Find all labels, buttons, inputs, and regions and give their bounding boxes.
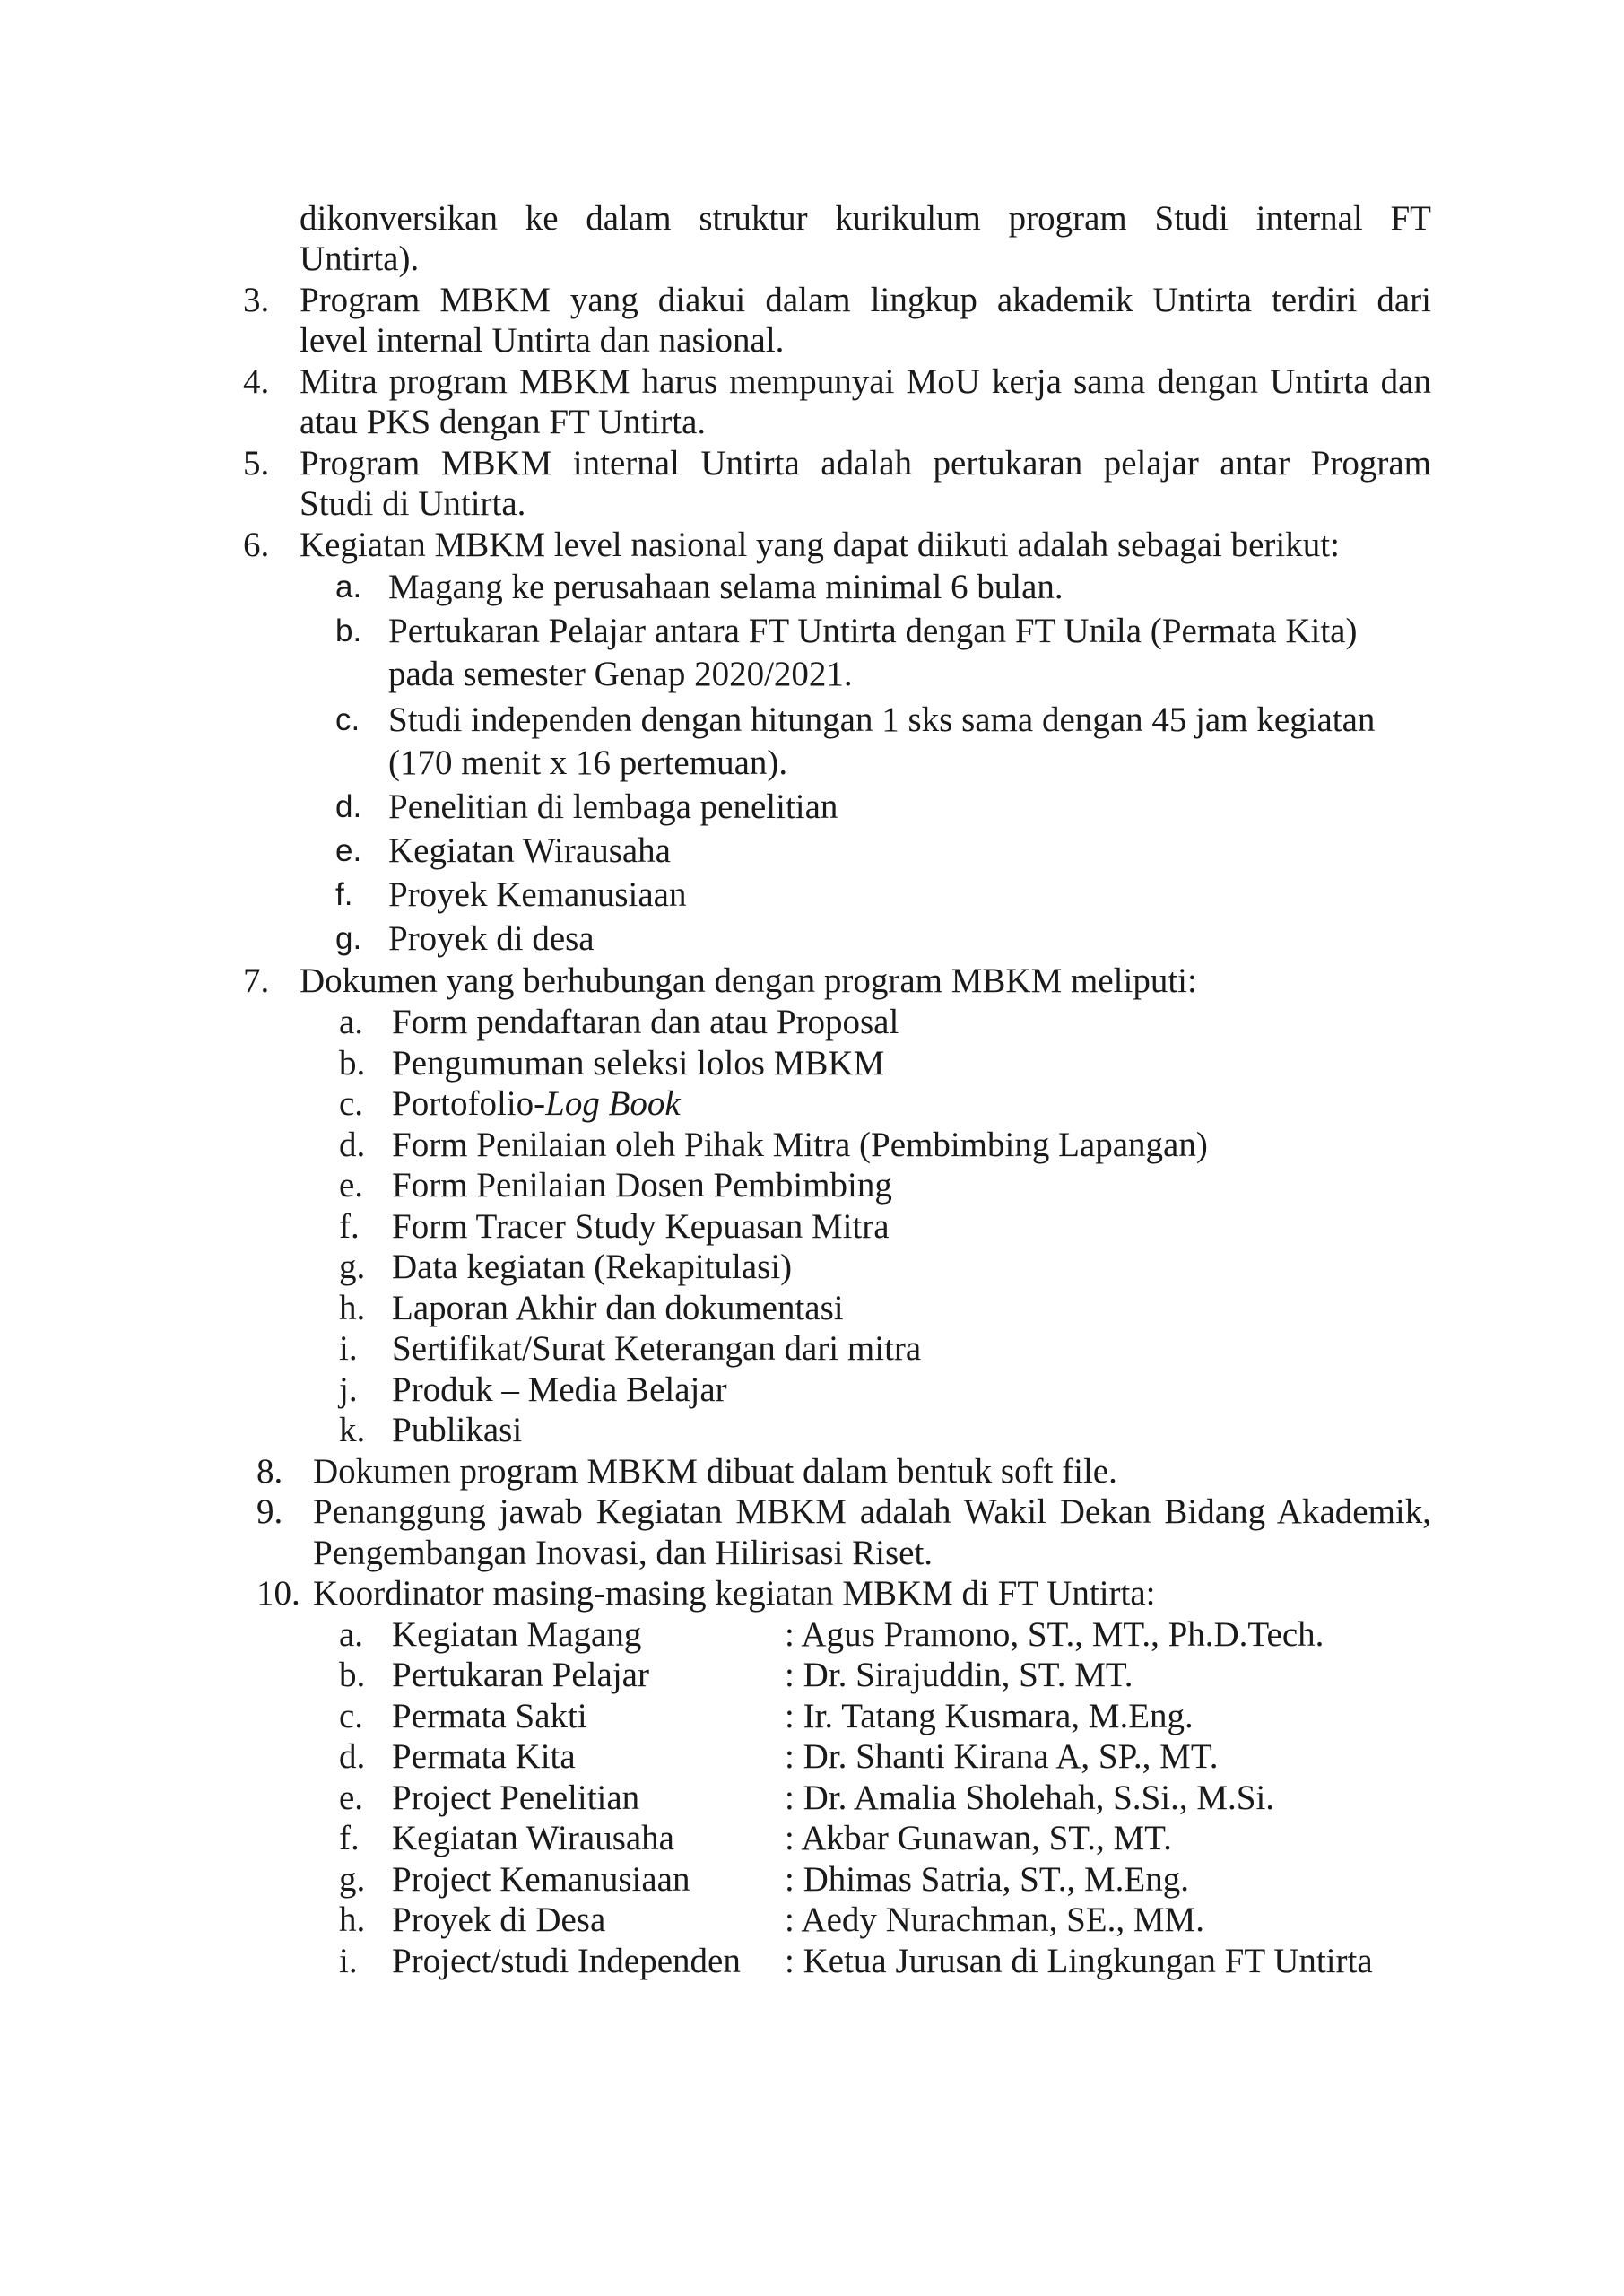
item-10g-coordinator: : Dhimas Satria, ST., M.Eng. — [785, 1860, 1189, 1899]
item-7i-letter: i. — [339, 1329, 358, 1368]
item-10d-coordinator: : Dr. Shanti Kirana A, SP., MT. — [785, 1737, 1219, 1776]
item-10-number: 10. — [256, 1574, 300, 1613]
item-5-text-line-1: Program MBKM internal Untirta adalah pertukaran pelajar antar Program — [300, 444, 1431, 483]
item-7b-letter: b. — [339, 1044, 366, 1083]
item-10i-letter: i. — [339, 1942, 358, 1980]
item-10b-coordinator: : Dr. Sirajuddin, ST. MT. — [785, 1656, 1133, 1694]
item-7g-letter: g. — [339, 1248, 366, 1286]
item-6e-text: Kegiatan Wirausaha — [388, 831, 671, 870]
item-9-text-line-2: Pengembangan Inovasi, dan Hilirisasi Riset. — [313, 1534, 934, 1572]
item-7h-letter: h. — [339, 1289, 366, 1327]
item-6f-text: Proyek Kemanusiaan — [388, 875, 687, 914]
item-10g-letter: g. — [339, 1860, 366, 1899]
item-7e-letter: e. — [339, 1166, 364, 1205]
item-7b-text: Pengumuman seleksi lolos MBKM — [392, 1044, 885, 1083]
item-5-text-line-2: Studi di Untirta. — [300, 484, 526, 523]
item-6b-text-line-2: pada semester Genap 2020/2021. — [388, 655, 853, 693]
item-3-text-line-1: Program MBKM yang diakui dalam lingkup akademik Untirta terdiri dari — [300, 281, 1431, 319]
item-9-text-line-1: Penanggung jawab Kegiatan MBKM adalah Wakil Dekan Bidang Akademik, — [313, 1492, 1431, 1531]
item-10f-letter: f. — [339, 1819, 360, 1857]
item-6a-text: Magang ke perusahaan selama minimal 6 bulan. — [388, 568, 1064, 606]
item-2-continuation-line-1: dikonversikan ke dalam struktur kurikulum program Studi internal FT — [300, 199, 1431, 238]
item-10d-letter: d. — [339, 1737, 366, 1776]
item-10i-activity: Project/studi Independen — [392, 1942, 741, 1980]
item-4-text-line-2: atau PKS dengan FT Untirta. — [300, 403, 707, 441]
item-10e-coordinator: : Dr. Amalia Sholehah, S.Si., M.Si. — [785, 1779, 1275, 1817]
item-10a-letter: a. — [339, 1615, 364, 1654]
item-10f-coordinator: : Akbar Gunawan, ST., MT. — [785, 1819, 1172, 1857]
item-10d-activity: Permata Kita — [392, 1737, 576, 1776]
item-6c-letter: c. — [335, 702, 360, 737]
item-7a-letter: a. — [339, 1003, 364, 1041]
item-10c-coordinator: : Ir. Tatang Kusmara, M.Eng. — [785, 1697, 1194, 1735]
item-10f-activity: Kegiatan Wirausaha — [392, 1819, 674, 1857]
item-10e-letter: e. — [339, 1779, 364, 1817]
item-6b-letter: b. — [335, 613, 362, 648]
item-7-number: 7. — [243, 961, 270, 1000]
item-7f-letter: f. — [339, 1207, 360, 1246]
item-7k-text: Publikasi — [392, 1411, 523, 1449]
item-7-text: Dokumen yang berhubungan dengan program MBKM meliputi: — [300, 961, 1197, 1000]
item-3-text-line-2: level internal Untirta dan nasional. — [300, 321, 785, 360]
item-9-number: 9. — [256, 1492, 283, 1531]
item-6f-letter: f. — [335, 877, 353, 912]
item-10h-letter: h. — [339, 1900, 366, 1939]
item-7c-text-italic: Log Book — [545, 1084, 681, 1123]
item-7k-letter: k. — [339, 1411, 366, 1449]
item-7g-text: Data kegiatan (Rekapitulasi) — [392, 1248, 793, 1286]
item-6b-text-line-1: Pertukaran Pelajar antara FT Untirta dengan FT Unila (Permata Kita) — [388, 612, 1358, 650]
item-7f-text: Form Tracer Study Kepuasan Mitra — [392, 1207, 890, 1246]
item-6c-text-line-1: Studi independen dengan hitungan 1 sks sama dengan 45 jam kegiatan — [388, 700, 1376, 739]
item-8-number: 8. — [256, 1452, 283, 1491]
item-7e-text: Form Penilaian Dosen Pembimbing — [392, 1166, 892, 1205]
item-7i-text: Sertifikat/Surat Keterangan dari mitra — [392, 1329, 922, 1368]
item-7c-letter: c. — [339, 1084, 364, 1123]
item-7c-text — [392, 1083, 681, 1125]
item-10h-coordinator: : Aedy Nurachman, SE., MM. — [785, 1900, 1204, 1939]
item-10b-activity: Pertukaran Pelajar — [392, 1656, 649, 1694]
item-6-text: Kegiatan MBKM level nasional yang dapat diikuti adalah sebagai berikut: — [300, 526, 1340, 564]
item-10g-activity: Project Kemanusiaan — [392, 1860, 690, 1899]
item-7d-text: Form Penilaian oleh Pihak Mitra (Pembimbing Lapangan) — [392, 1126, 1208, 1164]
item-10e-activity: Project Penelitian — [392, 1779, 640, 1817]
item-4-number: 4. — [243, 362, 270, 401]
item-10i-coordinator: : Ketua Jurusan di Lingkungan FT Untirta — [785, 1942, 1373, 1980]
item-6a-letter: a. — [335, 570, 362, 604]
item-3-number: 3. — [243, 281, 270, 319]
item-6-number: 6. — [243, 526, 270, 564]
item-6g-text: Proyek di desa — [388, 919, 595, 958]
item-10a-coordinator: : Agus Pramono, ST., MT., Ph.D.Tech. — [785, 1615, 1324, 1654]
item-10h-activity: Proyek di Desa — [392, 1900, 606, 1939]
item-10c-letter: c. — [339, 1697, 364, 1735]
item-6c-text-line-2: (170 menit x 16 pertemuan). — [388, 744, 788, 782]
item-2-continuation-line-2: Untirta). — [300, 239, 420, 278]
item-7h-text: Laporan Akhir dan dokumentasi — [392, 1289, 844, 1327]
item-6g-letter: g. — [335, 921, 362, 956]
item-8-text: Dokumen program MBKM dibuat dalam bentuk soft file. — [313, 1452, 1117, 1491]
item-10-text: Koordinator masing-masing kegiatan MBKM di FT Untirta: — [313, 1574, 1156, 1613]
item-10c-activity: Permata Sakti — [392, 1697, 587, 1735]
item-7c-text-plain: Portofolio- — [392, 1084, 546, 1123]
item-10a-activity: Kegiatan Magang — [392, 1615, 642, 1654]
item-6e-letter: e. — [335, 833, 362, 868]
item-7j-text: Produk – Media Belajar — [392, 1370, 727, 1409]
item-10b-letter: b. — [339, 1656, 366, 1694]
item-6d-letter: d. — [335, 789, 362, 824]
item-5-number: 5. — [243, 444, 270, 483]
item-7a-text: Form pendaftaran dan atau Proposal — [392, 1003, 899, 1041]
item-6d-text: Penelitian di lembaga penelitian — [388, 787, 838, 826]
item-4-text-line-1: Mitra program MBKM harus mempunyai MoU kerja sama dengan Untirta dan — [300, 362, 1431, 401]
item-7d-letter: d. — [339, 1126, 366, 1164]
item-7j-letter: j. — [339, 1370, 358, 1409]
